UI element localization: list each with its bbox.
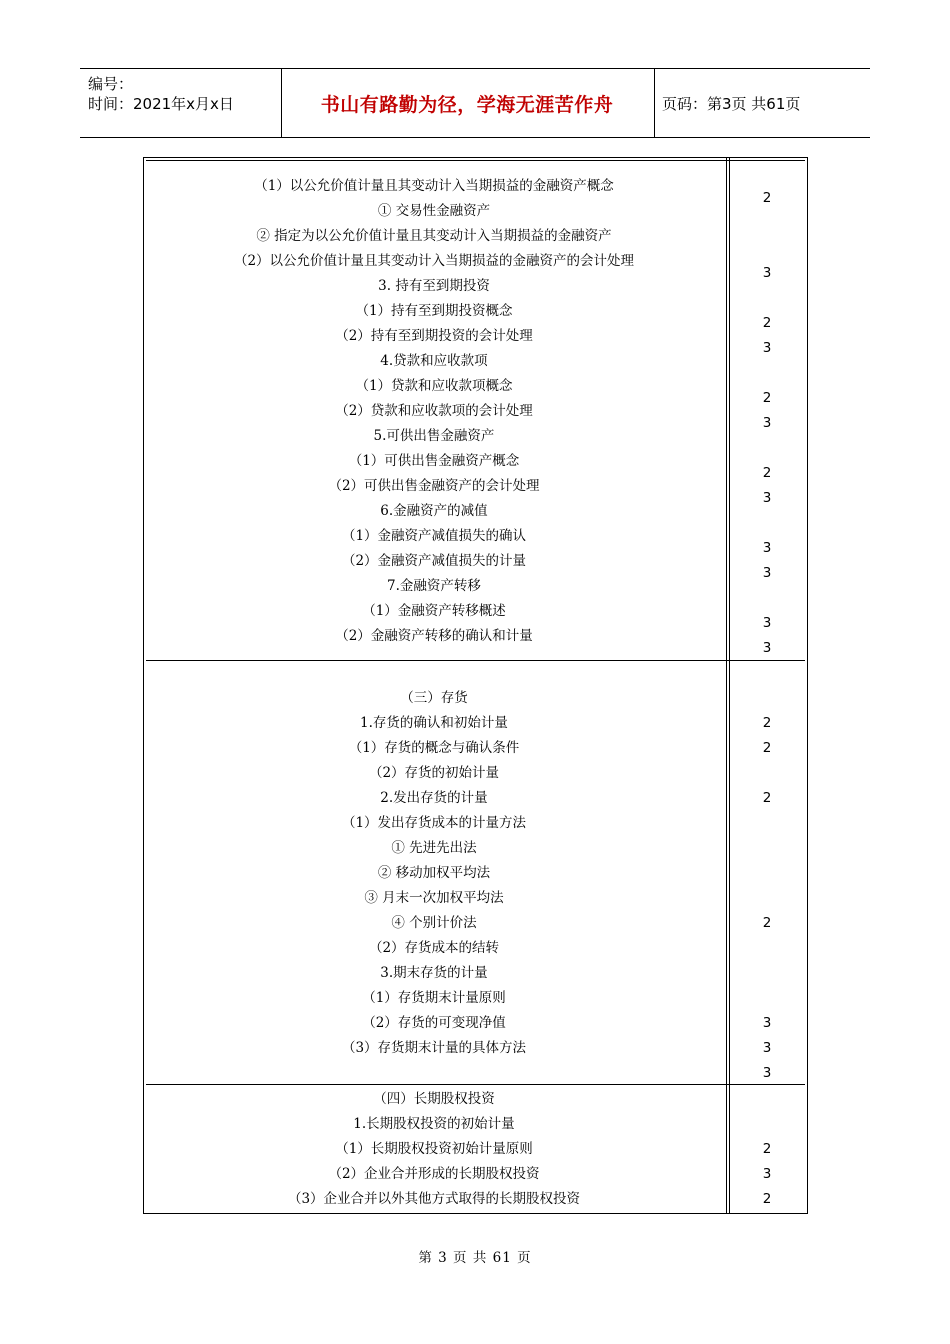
outline-item: （2）可供出售金融资产的会计处理 [328,478,540,494]
level-number: 3 [762,1015,772,1031]
table-top-rule [146,160,805,161]
page-info: 页码：第3页 共61页 [662,94,801,113]
outline-item: ④ 个别计价法 [391,915,477,931]
outline-item: ① 交易性金融资产 [377,203,491,219]
outline-item: ② 移动加权平均法 [377,865,491,881]
level-number: 2 [762,1141,772,1157]
number-label: 编号： [88,75,134,93]
header-meta [88,74,278,114]
level-number: 2 [762,1191,772,1207]
outline-item: （1）贷款和应收款项概念 [355,378,513,394]
outline-item: （1）以公允价值计量且其变动计入当期损益的金融资产概念 [254,178,614,194]
outline-item: （1）发出存货成本的计量方法 [341,815,527,831]
outline-item: （1）可供出售金融资产概念 [348,453,520,469]
level-number: 3 [762,565,772,581]
outline-item: 2.发出存货的计量 [380,790,488,806]
outline-item: （四）长期股权投资 [373,1091,495,1107]
outline-item: （2）以公允价值计量且其变动计入当期损益的金融资产的会计处理 [233,253,635,269]
motto: 书山有路勤为径，学海无涯苦作舟 [320,93,614,116]
level-number: 3 [762,490,772,506]
outline-item: ① 先进先出法 [391,840,477,856]
level-number: 2 [762,465,772,481]
page-header [80,68,870,138]
level-number: 3 [762,1065,772,1081]
outline-item: （2）企业合并形成的长期股权投资 [328,1166,540,1182]
header-divider [654,69,655,137]
outline-item: （1）存货期末计量原则 [362,990,506,1006]
time-label: 时间：2021年x月x日 [88,95,234,113]
outline-item: （1）持有至到期投资概念 [355,303,513,319]
level-number: 3 [762,540,772,556]
level-number: 2 [762,790,772,806]
outline-item: （1）金融资产减值损失的确认 [341,528,527,544]
outline-item: 3.期末存货的计量 [380,965,488,981]
level-number: 3 [762,265,772,281]
outline-item: 1.存货的确认和初始计量 [360,715,508,731]
level-number: 2 [762,315,772,331]
outline-item: （2）存货的初始计量 [368,765,500,781]
outline-item: 1.长期股权投资的初始计量 [353,1116,515,1132]
row-divider [146,660,805,661]
level-number: 2 [762,390,772,406]
level-number: 2 [762,715,772,731]
outline-item: （三）存货 [400,690,468,706]
outline-item: 4.贷款和应收款项 [380,353,488,369]
outline-item: 5.可供出售金融资产 [373,428,495,444]
column-divider [726,158,727,1213]
syllabus-table [143,157,808,1214]
outline-item: 6.金融资产的减值 [380,503,488,519]
level-number: 3 [762,1040,772,1056]
page-footer: 第 3 页 共 61 页 [418,1250,532,1266]
row-divider [146,1084,805,1085]
outline-item: （2）金融资产转移的确认和计量 [335,628,533,644]
outline-item: （2）金融资产减值损失的计量 [341,553,527,569]
outline-item: （1）存货的概念与确认条件 [348,740,520,756]
level-number: 3 [762,415,772,431]
outline-item: （2）贷款和应收款项的会计处理 [335,403,533,419]
outline-item: 3. 持有至到期投资 [378,278,490,294]
level-number: 2 [762,740,772,756]
level-number: 3 [762,640,772,656]
outline-item: ② 指定为以公允价值计量且其变动计入当期损益的金融资产 [256,228,612,244]
outline-item: （3）企业合并以外其他方式取得的长期股权投资 [287,1191,581,1207]
outline-item: （2）存货成本的结转 [368,940,500,956]
outline-item: （2）存货的可变现净值 [362,1015,506,1031]
level-number: 2 [762,190,772,206]
outline-item: 7.金融资产转移 [387,578,481,594]
level-number: 3 [762,615,772,631]
level-number: 3 [762,1166,772,1182]
outline-item: （3）存货期末计量的具体方法 [341,1040,527,1056]
outline-item: （1）长期股权投资初始计量原则 [335,1141,533,1157]
level-number: 3 [762,340,772,356]
outline-item: （1）金融资产转移概述 [362,603,506,619]
level-number: 2 [762,915,772,931]
outline-item: （2）持有至到期投资的会计处理 [335,328,533,344]
outline-item: ③ 月末一次加权平均法 [364,890,504,906]
